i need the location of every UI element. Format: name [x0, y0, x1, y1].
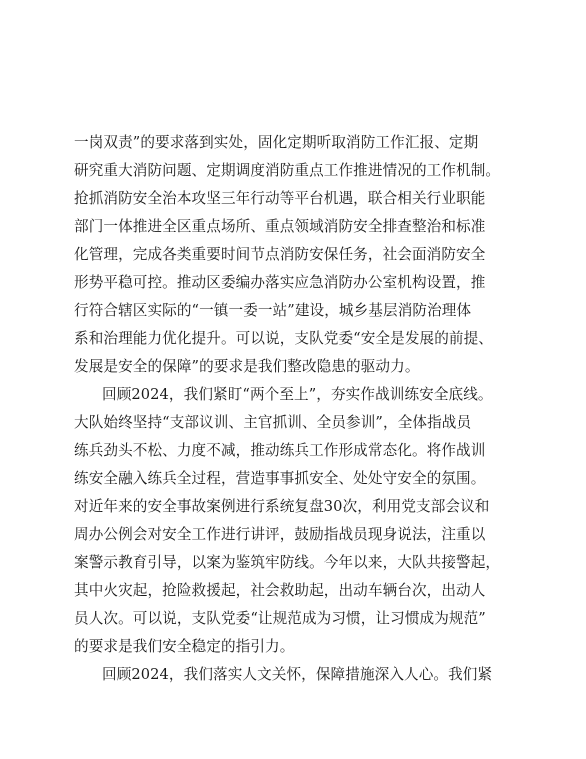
text-line: 大队始终坚持“支部议训、主官抓训、全员参训”，全体指战员 [74, 414, 472, 431]
text-line: 化管理，完成各类重要时间节点消防安保任务，社会面消防安全 [74, 246, 486, 263]
text-line: 行符合辖区实际的“一镇一委一站”建设，城乡基层消防治理体 [74, 302, 472, 319]
paragraph-first-line: 回顾2024，我们落实人文关怀，保障措施深入人心。我们紧 [102, 666, 493, 683]
text-line: 抢抓消防安全治本攻坚三年行动等平台机遇，联合相关行业职能 [74, 190, 486, 207]
text-line: 对近年来的安全事故案例进行系统复盘30次，利用党支部会议和 [74, 498, 490, 515]
paragraph-first-line: 回顾2024，我们紧盯“两个至上”，夯实作战训练安全底线。 [102, 386, 493, 403]
text-line: 的要求是我们安全稳定的指引力。 [74, 638, 295, 655]
text-line: 案警示教育引导，以案为鉴筑牢防线。今年以来，大队共接警起， [74, 554, 501, 571]
text-line: 部门一体推进全区重点场所、重点领域消防安全排查整治和标准 [74, 218, 486, 235]
text-line: 系和治理能力优化提升。可以说，支队党委“安全是发展的前提、 [74, 330, 493, 347]
text-line: 练兵劲头不松、力度不减，推动练兵工作形成常态化。将作战训 [74, 442, 486, 459]
text-line: 练安全融入练兵全过程，营造事事抓安全、处处守安全的氛围。 [74, 470, 486, 487]
text-line: 其中火灾起，抢险救援起，社会救助起，出动车辆台次，出动人 [74, 582, 486, 599]
text-line: 员人次。可以说，支队党委“让规范成为习惯，让习惯成为规范” [74, 610, 486, 627]
text-line: 研究重大消防问题、定期调度消防重点工作推进情况的工作机制。 [74, 162, 501, 179]
text-line: 一岗双责”的要求落到实处，固化定期听取消防工作汇报、定期 [74, 134, 479, 151]
text-line: 发展是安全的保障”的要求是我们整改隐患的驱动力。 [74, 358, 420, 375]
text-line: 形势平稳可控。推动区委编办落实应急消防办公室机构设置，推 [74, 274, 486, 291]
text-line: 周办公例会对安全工作进行讲评，鼓励指战员现身说法，注重以 [74, 526, 486, 543]
